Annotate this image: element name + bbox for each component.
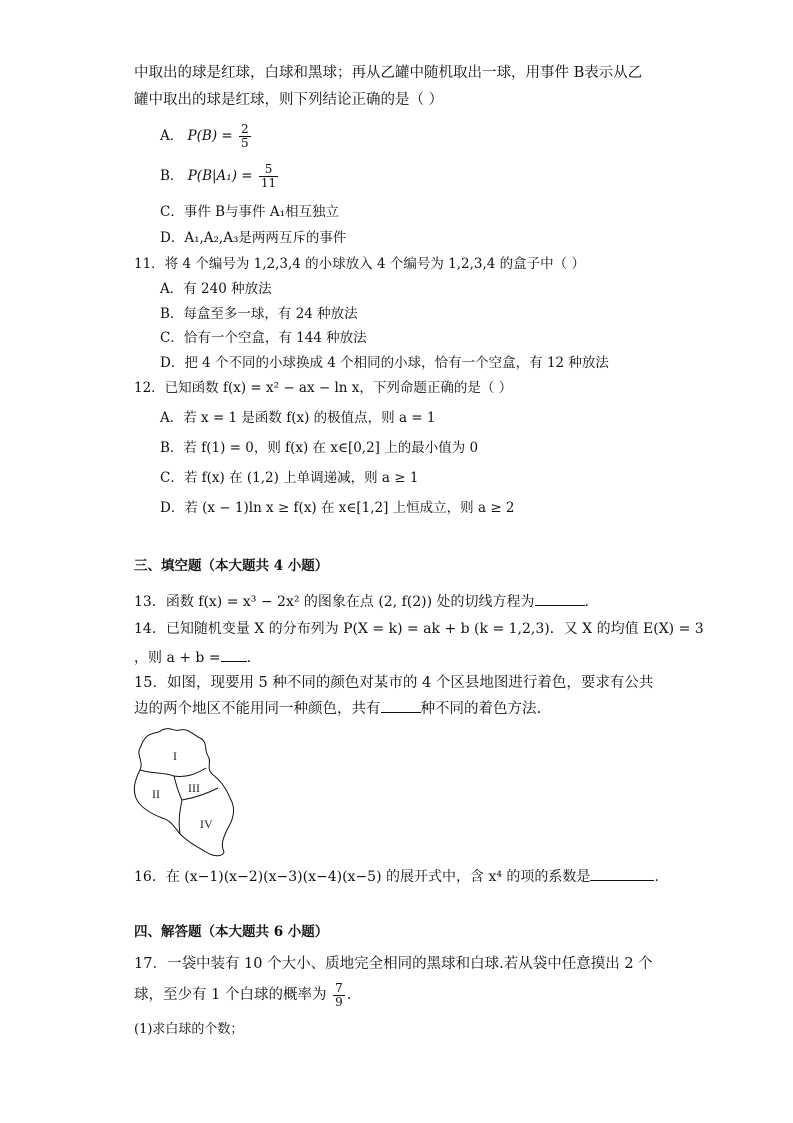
- q15-line2b: 种不同的着色方法.: [420, 701, 542, 717]
- q17-line2: [134, 978, 351, 1012]
- q10-option-a: [160, 120, 253, 152]
- q11-option-c: C．恰有一个空盒，有 144 种放法: [160, 330, 367, 346]
- answer-blank: [535, 591, 585, 606]
- q16-end: .: [654, 869, 659, 885]
- option-label: B．: [160, 168, 184, 184]
- q10-option-c: C．事件 B与事件 A₁相互独立: [160, 204, 339, 220]
- q14-end: .: [246, 650, 252, 666]
- map-outer-boundary: [134, 729, 233, 856]
- district-map-figure: [130, 722, 242, 862]
- q12-option-d: D．若 (x − 1)ln x ≥ f(x) 在 x∈[1,2] 上恒成立，则 a ≥ 2: [160, 500, 515, 516]
- formula-lhs: P(B) =: [187, 128, 233, 144]
- q12-option-a: A．若 x = 1 是函数 f(x) 的极值点，则 a = 1: [160, 410, 436, 426]
- q10-line1: 中取出的球是红球，白球和黑球；再从乙罐中随机取出一球，用事件 B表示从乙: [134, 65, 643, 81]
- q14-line2-text: ，则 a + b =: [134, 650, 221, 666]
- option-label: A．: [160, 128, 184, 144]
- q16-line: [134, 866, 659, 887]
- answer-blank: [221, 647, 247, 662]
- fraction-numerator: 7: [335, 980, 343, 995]
- section-heading-fill-in: 三、填空题（本大题共 4 小题）: [134, 558, 329, 574]
- q11-stem: 11．将 4 个编号为 1,2,3,4 的小球放入 4 个编号为 1,2,3,4 的盒子中（ ）: [134, 256, 585, 272]
- fraction: [259, 163, 278, 190]
- map-boundary-ii-iii: [174, 776, 182, 800]
- q10-option-b: [160, 160, 280, 192]
- fraction-denominator: 9: [335, 994, 343, 1009]
- answer-blank: [590, 866, 654, 881]
- fraction: [333, 982, 345, 1009]
- q13-end: .: [584, 594, 589, 610]
- fraction: [239, 123, 251, 150]
- q14-line2: [134, 647, 251, 668]
- answer-blank: [381, 698, 421, 713]
- q12-option-c: C．若 f(x) 在 (1,2) 上单调递减，则 a ≥ 1: [160, 470, 419, 486]
- q13-text: 13．函数 f(x) = x³ − 2x² 的图象在点 (2, f(2)) 处的切线方程为: [134, 594, 535, 610]
- fraction-denominator: 11: [260, 176, 277, 190]
- q16-text: 16．在 (x−1)(x−2)(x−3)(x−4)(x−5) 的展开式中，含 x⁴ 的项的系数是: [134, 869, 591, 885]
- map-boundary-ii-iv: [179, 800, 182, 834]
- fraction-numerator: 5: [259, 163, 278, 177]
- q17-line1: 17．一袋中装有 10 个大小、质地完全相同的黑球和白球.若从袋中任意摸出 2 个: [134, 956, 653, 972]
- q15-line1: 15．如图，现要用 5 种不同的颜色对某市的 4 个区县地图进行着色，要求有公共: [134, 675, 654, 691]
- q11-option-b: B．每盒至多一球，有 24 种放法: [160, 306, 358, 322]
- fraction-numerator: 2: [240, 122, 249, 136]
- q12-option-b: B．若 f(1) = 0，则 f(x) 在 x∈[0,2] 上的最小值为 0: [160, 440, 479, 456]
- q15-line2: [134, 698, 541, 719]
- region-label-iv: IV: [200, 817, 213, 831]
- q13-line: [134, 591, 589, 612]
- q14-line1: 14．已知随机变量 X 的分布列为 P(X = k) = ak + b (k = 1,2,3)．又 X 的均值 E(X) = 3: [134, 621, 704, 637]
- q11-option-a: A．有 240 种放法: [160, 281, 272, 297]
- region-label-ii: II: [152, 787, 160, 801]
- q17-line2-end: .: [346, 987, 352, 1003]
- q10-line2: 罐中取出的球是红球，则下列结论正确的是（ ）: [134, 92, 444, 108]
- section-heading-solutions: 四、解答题（本大题共 6 小题）: [134, 924, 329, 940]
- q12-stem: 12．已知函数 f(x) = x² − ax − ln x，下列命题正确的是（ ）: [134, 380, 513, 396]
- region-label-iii: III: [188, 781, 200, 795]
- formula-lhs: P(B|A₁) =: [187, 168, 253, 184]
- q10-option-d: D．A₁,A₂,A₃是两两互斥的事件: [160, 230, 347, 246]
- region-label-i: I: [173, 749, 177, 763]
- q15-line2a: 边的两个地区不能用同一种颜色，共有: [134, 701, 381, 717]
- q11-option-d: D．把 4 个不同的小球换成 4 个相同的小球，恰有一个空盒，有 12 种放法: [160, 355, 609, 371]
- q17-line2-text: 球，至少有 1 个白球的概率为: [134, 987, 327, 1003]
- fraction-denominator: 5: [240, 136, 249, 150]
- q17-subquestion-1: (1)求白球的个数；: [134, 1022, 244, 1037]
- map-boundary-i: [140, 768, 206, 777]
